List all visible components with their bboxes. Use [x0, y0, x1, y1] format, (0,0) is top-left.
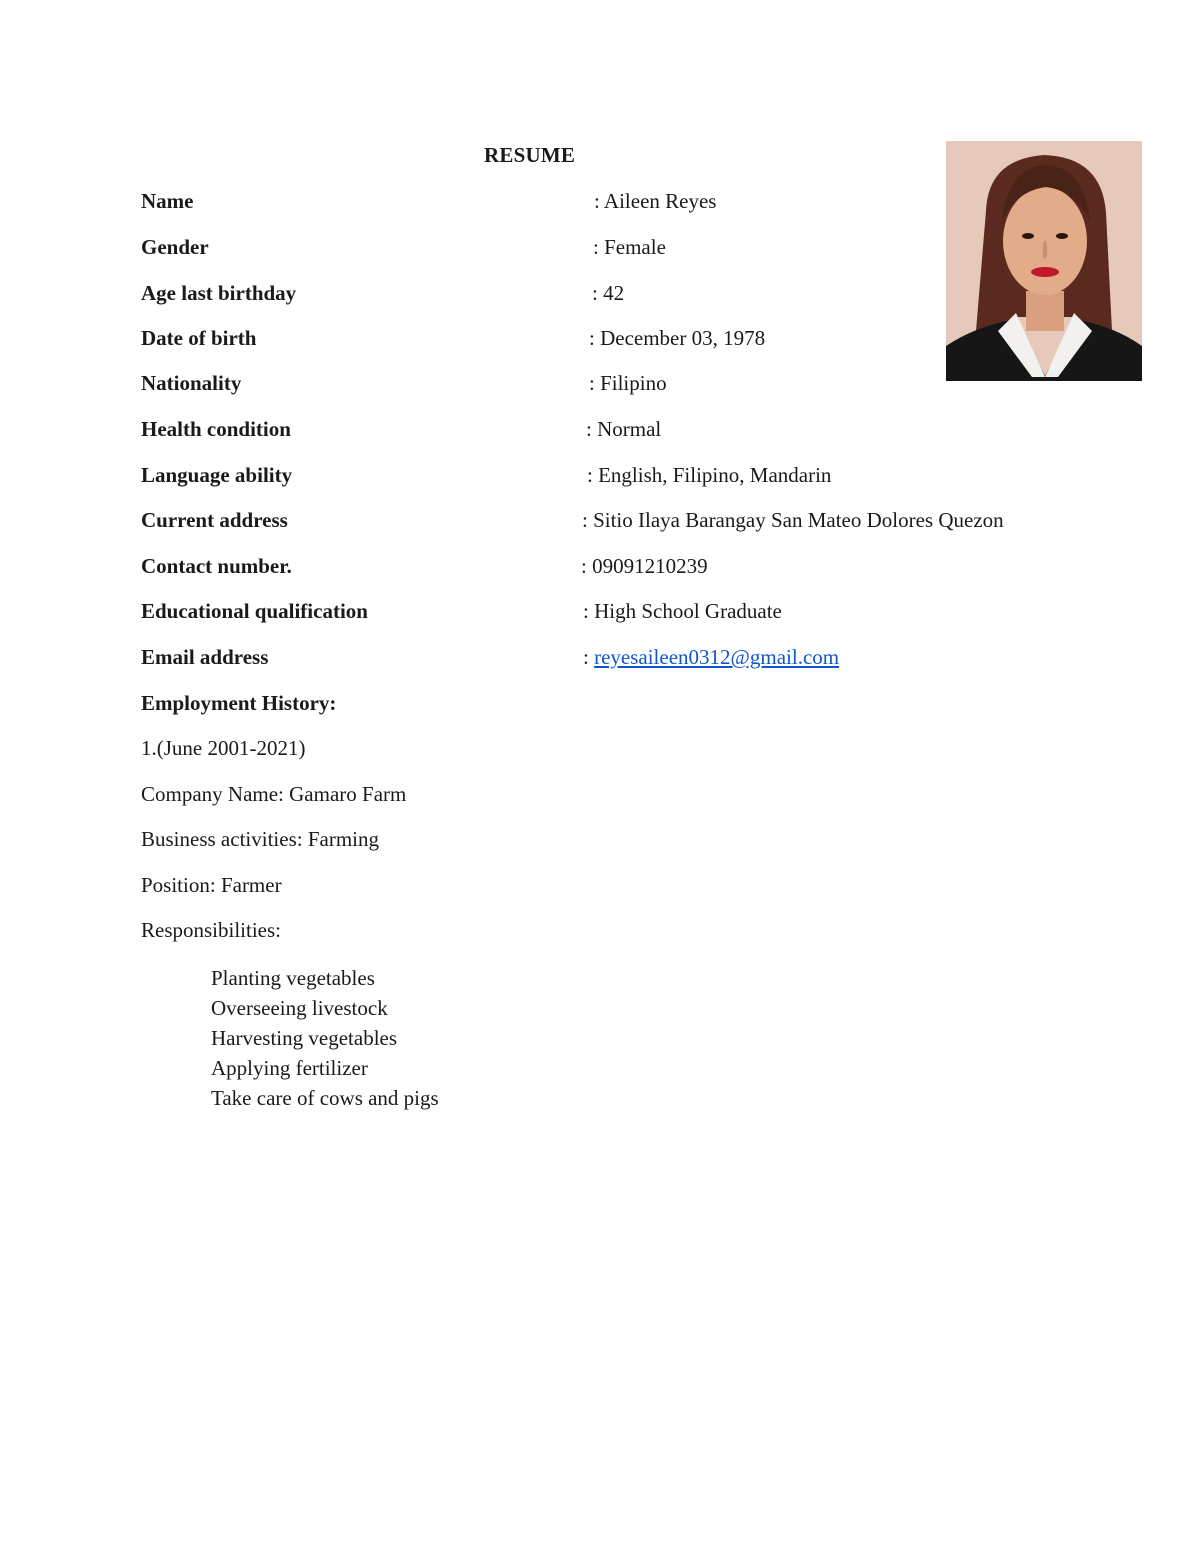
- contact-label: Contact number.: [141, 554, 292, 578]
- email-label: Email address: [141, 645, 269, 669]
- resume-title: RESUME: [484, 143, 576, 167]
- age-label: Age last birthday: [141, 281, 297, 305]
- employment-heading: Employment History:: [141, 691, 337, 715]
- employment-period: 1.(June 2001-2021): [141, 736, 306, 760]
- responsibilities-list: [211, 963, 439, 1113]
- list-item: Planting vegetables: [211, 966, 375, 990]
- contact-value: : 09091210239: [581, 554, 708, 578]
- list-item: Take care of cows and pigs: [211, 1086, 439, 1110]
- name-label: Name: [141, 189, 194, 213]
- gender-value: : Female: [593, 235, 666, 259]
- person-portrait-icon: [946, 141, 1142, 381]
- address-label: Current address: [141, 508, 288, 532]
- profile-photo: [946, 141, 1142, 381]
- company-name: Company Name: Gamaro Farm: [141, 782, 407, 806]
- responsibilities-label: Responsibilities:: [141, 918, 282, 942]
- education-label: Educational qualification: [141, 599, 368, 623]
- position: Position: Farmer: [141, 873, 282, 897]
- dob-value: : December 03, 1978: [589, 326, 766, 350]
- email-prefix: :: [583, 645, 595, 669]
- health-label: Health condition: [141, 417, 291, 441]
- health-value: : Normal: [586, 417, 662, 441]
- business-activities: Business activities: Farming: [141, 827, 379, 851]
- education-value: : High School Graduate: [583, 599, 782, 623]
- list-item: Applying fertilizer: [211, 1056, 368, 1080]
- nationality-value: : Filipino: [589, 371, 667, 395]
- name-value: : Aileen Reyes: [594, 189, 717, 213]
- age-value: : 42: [592, 281, 625, 305]
- address-value: : Sitio Ilaya Barangay San Mateo Dolores Quezon: [582, 508, 1004, 532]
- list-item: Overseeing livestock: [211, 996, 388, 1020]
- email-link[interactable]: reyesaileen0312@gmail.com: [594, 645, 840, 669]
- dob-label: Date of birth: [141, 326, 257, 350]
- email-value: [583, 645, 839, 670]
- gender-label: Gender: [141, 235, 209, 259]
- language-value: : English, Filipino, Mandarin: [587, 463, 832, 487]
- language-label: Language ability: [141, 463, 293, 487]
- nationality-label: Nationality: [141, 371, 242, 395]
- list-item: Harvesting vegetables: [211, 1026, 398, 1050]
